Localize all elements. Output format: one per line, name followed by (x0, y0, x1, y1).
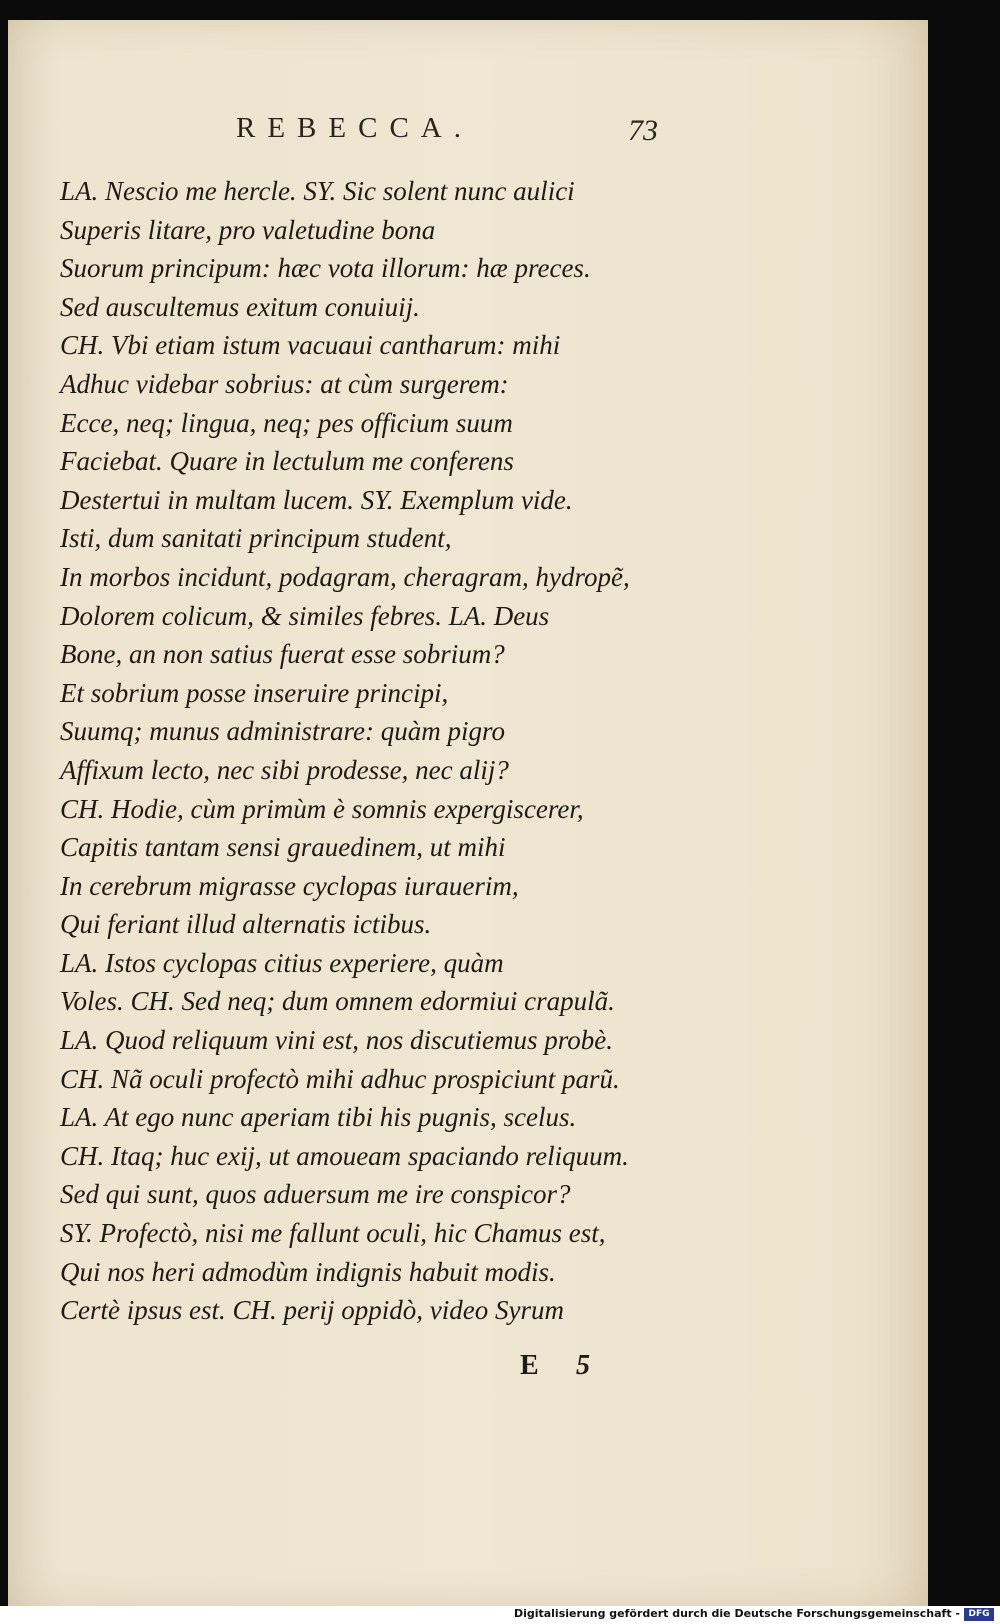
text-line: Capitis tantam sensi grauedinem, ut mihi (60, 832, 506, 863)
signature-letter: E (520, 1350, 539, 1381)
text-line: Suorum principum: hæc vota illorum: hæ preces. (60, 253, 591, 284)
book-page (8, 20, 928, 1606)
text-line: Bone, an non satius fuerat esse sobrium? (60, 639, 505, 670)
text-line: SY. Profectò, nisi me fallunt oculi, hic Chamus est, (60, 1218, 606, 1249)
text-line: Qui nos heri admodùm indignis habuit modis. (60, 1256, 556, 1287)
text-line: Adhuc videbar sobrius: at cùm surgerem: (60, 368, 509, 399)
text-line: CH. Itaq; huc exij, ut amoueam spaciando reliquum. (60, 1140, 629, 1171)
text-line: In cerebrum migrasse cyclopas iurauerim, (60, 870, 519, 901)
text-line: Isti, dum sanitati principum student, (60, 523, 452, 554)
text-line: Et sobrium posse inseruire principi, (60, 677, 449, 708)
text-line: Qui feriant illud alternatis ictibus. (60, 909, 432, 940)
dfg-logo: DFG (964, 1608, 994, 1621)
text-line: Dolorem colicum, & similes febres. LA. Deus (60, 600, 550, 631)
text-line: Ecce, neq; lingua, neq; pes officium suum (60, 407, 513, 438)
text-line: LA. Istos cyclopas citius experiere, quàm (60, 947, 504, 978)
text-line: Sed auscultemus exitum conuiuij. (60, 291, 420, 322)
page-number: 73 (628, 114, 658, 147)
text-line: CH. Hodie, cùm primùm è somnis expergiscerer, (60, 793, 584, 824)
text-line: Superis litare, pro valetudine bona (60, 214, 436, 245)
running-title: REBECCA. (236, 112, 473, 144)
text-line: LA. Quod reliquum vini est, nos discutiemus probè. (60, 1025, 613, 1056)
text-line: LA. Nescio me hercle. SY. Sic solent nunc aulici (60, 176, 575, 206)
text-line: Faciebat. Quare in lectulum me conferens (60, 446, 514, 477)
text-block (60, 172, 920, 1330)
text-line: Voles. CH. Sed neq; dum omnem edormiui crapulã. (60, 986, 615, 1017)
text-line: Certè ipsus est. CH. perij oppidò, video Syrum (60, 1295, 564, 1326)
text-line: CH. Nã oculi profectò mihi adhuc prospiciunt parũ. (60, 1063, 620, 1094)
signature-mark (8, 1350, 928, 1390)
footer-credit: Digitalisierung gefördert durch die Deutsche Forschungsgemeinschaft - (513, 1607, 960, 1620)
text-line: Destertui in multam lucem. SY. Exemplum vide. (60, 484, 573, 515)
text-line: Affixum lecto, nec sibi prodesse, nec alij? (60, 754, 509, 785)
text-line: In morbos incidunt, podagram, cheragram, hydropẽ, (60, 561, 630, 592)
running-head (8, 112, 928, 152)
footer-bar (0, 1606, 1000, 1624)
text-line: CH. Vbi etiam istum vacuaui cantharum: mihi (60, 330, 561, 361)
text-line: Suumq; munus administrare: quàm pigro (60, 716, 505, 747)
text-line: LA. At ego nunc aperiam tibi his pugnis, scelus. (60, 1102, 577, 1133)
text-line: Sed qui sunt, quos aduersum me ire conspicor? (60, 1179, 571, 1210)
signature-number: 5 (576, 1350, 590, 1381)
